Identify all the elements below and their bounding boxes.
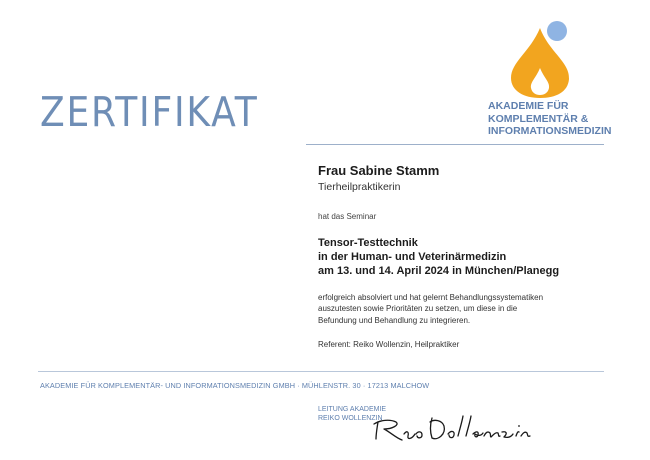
academy-name-line-2: KOMPLEMENTÄR & (488, 112, 589, 125)
academy-name-line-3: INFORMATIONSMEDIZIN (488, 125, 612, 137)
recipient-profession: Tierheilpraktikerin (318, 181, 401, 193)
handwritten-signature-icon (370, 410, 540, 444)
certificate-title: ZERTIFIKAT (40, 88, 259, 136)
academy-name (488, 100, 628, 138)
leadership-name: REIKO WOLLENZIN (318, 415, 383, 422)
completion-text (318, 292, 608, 326)
seminar-title: Tensor-Testtechnik (318, 237, 418, 249)
bottom-divider (38, 371, 604, 372)
seminar-details (318, 236, 618, 278)
drop-and-circle-logo-icon (507, 18, 573, 98)
referent: Referent: Reiko Wollenzin, Heilpraktiker (318, 340, 460, 349)
seminar-subtitle: in der Human- und Veterinärmedizin (318, 251, 507, 263)
footer-address: AKADEMIE FÜR KOMPLEMENTÄR- UND INFORMATIONSMEDIZIN GMBH · MÜHLENSTR. 30 · 17213 MALCHOW (40, 381, 430, 390)
recipient-name: Frau Sabine Stamm (318, 163, 440, 178)
top-divider (306, 144, 604, 145)
completion-text-line-1: erfolgreich absolviert und hat gelernt Behandlungssystematiken (318, 293, 544, 302)
seminar-intro: hat das Seminar (318, 212, 377, 221)
seminar-date-location: am 13. und 14. April 2024 in München/Planegg (318, 265, 560, 277)
leadership-title: LEITUNG AKADEMIE (318, 406, 387, 413)
completion-text-line-3: Befundung und Behandlung zu integrieren. (318, 315, 471, 325)
academy-name-line-1: AKADEMIE FÜR (488, 100, 569, 112)
completion-text-line-2: auszutesten sowie Prioritäten zu setzen, um diese in die (318, 304, 518, 314)
